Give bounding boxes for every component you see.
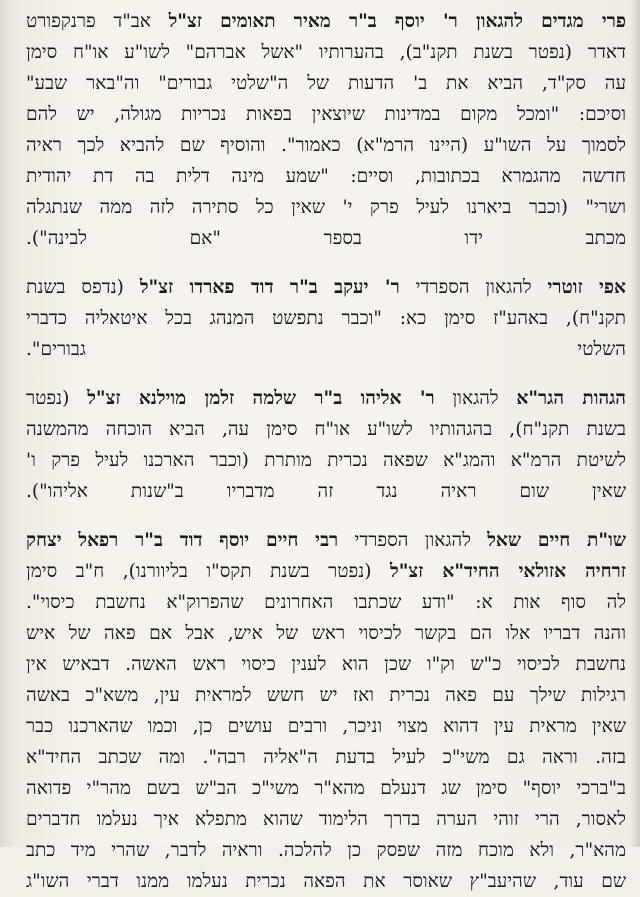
text-line [26,649,626,680]
text-line [26,618,626,649]
paragraph [26,6,626,254]
text-line [26,866,626,897]
text-run: (נפטר [26,388,88,409]
text-run: שאין מראית עין דהוא מצוי וניכר, ורבים עושים כן, וכמו שהארכנו כבר [26,716,626,737]
page-edge-shadow-right [630,0,640,847]
text-run: לאסור, הרי זוהי הערה בדרך הלימוד שהוא מתפלא איך נעלמו חדברים [26,809,626,830]
text-line [26,272,626,303]
text-line [26,161,626,192]
text-run: (נפטר בשנת תקס"ו בליוורנו), ח"ב סימן [26,561,391,582]
paragraph [26,383,626,507]
text-line [26,130,626,161]
page-gutter-shadow-left [0,0,14,847]
text-run: דאדר (נפטר בשנת תקנ"ב), בהערותיו "אשל אברהם" לשו"ע או"ח סימן [26,42,626,63]
text-run: בזה. וראה גם משי"כ לעיל בדעת ה"אליה רבה". ומה שכתב החיד"א [26,747,626,768]
text-line [26,37,626,68]
paragraph [26,272,626,365]
text-line [26,99,626,130]
text-run: שם עוד, שהיעב"ץ שאוסר את הפאה נכרית נעלמו ממנו דברי השו"ג [26,871,626,892]
bold-source-title: זרחיה אזולאי החיד"א זצ"ל [390,561,626,582]
text-run: שאין שום ראיה נגד זה מדבריו ב"שנות אליהו"). [26,481,626,502]
text-run: לשיטת הרמ"א והמג"א שפאה נכרית מותרת (וכבר הארכנו לעיל פרק ו' [26,450,626,471]
text-run: וסיכם: "ומכל מקום במדינות שיוצאין בפאות נכריות מגולה, יש להם [26,104,626,125]
text-run: להגאון [434,388,517,409]
paragraph [26,525,626,897]
text-line [26,742,626,773]
text-run: רגילות שילך עם פאה נכרית ואז יש חשש למראית עין, משא"כ באשה [26,685,626,706]
text-run: בשנת תקנ"ח), בהגהותיו לשו"ע או"ח סימן עה, הביא הוכחה מהמשנה [26,419,626,440]
text-run: מכתב ידו בספר "אם לבינה"). [26,228,626,249]
text-line [26,68,626,99]
text-line [26,711,626,742]
text-run: אב"ד פרנקפורט [26,11,169,32]
bold-source-title: רבי חיים יוסף דוד ב"ר רפאל יצחק [26,530,339,551]
text-run: השלטי גבורים". [26,339,626,360]
text-run: עה סק"ד, הביא את ב' הדעות של ה"שלטי גבורים" וה"באר שבע" [26,73,626,94]
text-line [26,804,626,835]
text-line [26,383,626,414]
text-line [26,6,626,37]
text-run: חדשה מהגמרא בכתובות, וסיים: "שמע מינה דלית בה דת יהודית [26,166,626,187]
paragraph-gap [26,507,626,525]
text-line [26,334,626,365]
text-line [26,476,626,507]
text-line [26,773,626,804]
text-run: ב"ברכי יוסף" סימן שג דנעלם מהא"ר משי"כ הב"ש בשם מהר"י פדואה [26,778,626,799]
text-run: (נדפס בשנת [26,277,140,298]
text-run: לה סוף אות א: "ודע שכתבו האחרונים שהפרוק"א נחשבת כיסוי". [26,592,626,613]
text-run: נחשבת לכיסוי כ"ש וק"ו שכן הוא לענין כיסוי ראש האשה. דבאיש אין [26,654,626,675]
text-line [26,414,626,445]
text-line [26,556,626,587]
text-line [26,303,626,334]
text-run: להגאון הספרדי [399,277,548,298]
text-run: לסמוך על השו"ע (היינו הרמ"א) כאמור". והוסיף שם להביא לכך ראיה [26,135,626,156]
text-line [26,192,626,223]
text-line [26,525,626,556]
text-line [26,835,626,866]
paragraph-gap [26,254,626,272]
text-run: ושרי" (וכבר ביארנו לעיל פרק י' שאין כל סתירה לזה ממה שנתגלה [26,197,626,218]
paragraph-gap [26,365,626,383]
text-run: תקנ"ח), באהע"ז סימן כא: "וכבר נתפשט המנהג בכל איטאליה כדברי [26,308,626,329]
text-line [26,445,626,476]
bold-source-title: ר' אליהו ב"ר שלמה זלמן מוילנא זצ"ל [87,388,435,409]
bold-source-title: ר' יעקב ב"ר דוד פארדו זצ"ל [139,277,400,298]
text-run: והנה דבריו אלו הם בקשר לכיסוי ראש של איש, אבל אם פאה של איש [26,623,626,644]
bold-source-title: הגהות הגר"א [516,388,626,409]
text-line [26,587,626,618]
bold-source-title: שו"ת חיים שאל [487,530,626,551]
text-run: מהא"ר, ולא מוכח מזה שפסק כן להלכה. וראיה לדבר, שהרי מיד כתב [26,840,626,861]
page-body [26,6,626,897]
text-line [26,223,626,254]
text-line [26,680,626,711]
bold-source-title: אפי זוטרי [547,277,626,298]
bold-source-title: פרי מגדים להגאון ר' יוסף ב"ר מאיר תאומים זצ"ל [168,11,626,32]
text-run: להגאון הספרדי [338,530,488,551]
